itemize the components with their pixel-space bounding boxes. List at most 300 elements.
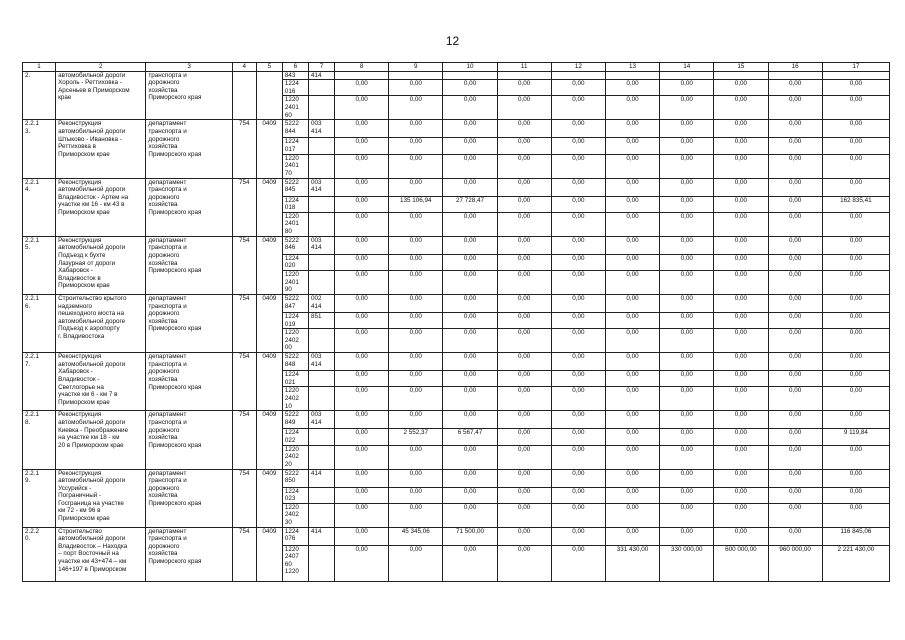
amount-cell: 0,00 — [605, 371, 659, 387]
column-header: 17 — [822, 63, 889, 72]
amount-cell: 0,00 — [389, 387, 443, 411]
amount-cell: 0,00 — [605, 120, 659, 138]
amount-cell: 0,00 — [660, 196, 714, 212]
amount-cell: 0,00 — [443, 270, 497, 294]
amount-cell: 0,00 — [822, 212, 889, 236]
amount-cell: 0,00 — [551, 270, 605, 294]
amount-cell: 0,00 — [497, 469, 551, 487]
target-article-code: 5222 847 — [282, 294, 308, 312]
column-header: 12 — [551, 63, 605, 72]
amount-cell: 0,00 — [335, 236, 389, 254]
amount-cell: 0,00 — [443, 236, 497, 254]
amount-cell: 0,00 — [389, 212, 443, 236]
amount-cell — [605, 71, 659, 80]
amount-cell: 0,00 — [822, 154, 889, 178]
expense-type-code — [308, 503, 334, 527]
amount-cell: 0,00 — [822, 294, 889, 312]
amount-cell: 0,00 — [443, 411, 497, 429]
grbs-code: 754 — [232, 178, 256, 236]
section-code: 0409 — [256, 527, 282, 581]
amount-cell: 0,00 — [335, 445, 389, 469]
target-article-code: 5222 848 — [282, 353, 308, 371]
expense-type-code: 414 — [308, 527, 334, 545]
amount-cell: 0,00 — [389, 329, 443, 353]
amount-cell: 0,00 — [497, 329, 551, 353]
amount-cell: 0,00 — [497, 80, 551, 96]
table-row — [23, 411, 890, 429]
amount-cell: 6 567,47 — [443, 429, 497, 445]
amount-cell: 0,00 — [714, 445, 768, 469]
expense-type-code — [308, 270, 334, 294]
amount-cell: 0,00 — [605, 178, 659, 196]
amount-cell: 0,00 — [389, 236, 443, 254]
amount-cell: 0,00 — [389, 120, 443, 138]
amount-cell: 45 345,06 — [389, 527, 443, 545]
amount-cell: 0,00 — [768, 236, 822, 254]
amount-cell: 0,00 — [551, 80, 605, 96]
responsible-department: департамент транспорта и дорожного хозяйства Приморского края — [146, 353, 232, 411]
expense-type-code: 003 414 — [308, 353, 334, 371]
amount-cell: 0,00 — [443, 254, 497, 270]
amount-cell: 0,00 — [335, 212, 389, 236]
amount-cell: 0,00 — [822, 270, 889, 294]
amount-cell: 0,00 — [389, 371, 443, 387]
table-row — [23, 294, 890, 312]
amount-cell — [497, 71, 551, 80]
amount-cell — [389, 71, 443, 80]
amount-cell: 0,00 — [389, 96, 443, 120]
amount-cell: 0,00 — [551, 294, 605, 312]
amount-cell: 0,00 — [335, 138, 389, 154]
item-name: Реконструкция автомобильной дороги Киевка - Преображение на участке км 18 - км 20 в Приморском крае — [56, 411, 146, 469]
amount-cell: 0,00 — [605, 254, 659, 270]
column-header: 16 — [768, 63, 822, 72]
amount-cell: 0,00 — [335, 329, 389, 353]
target-article-code: 1224 016 — [282, 80, 308, 96]
target-article-code: 1220 2402 10 — [282, 387, 308, 411]
amount-cell: 0,00 — [714, 96, 768, 120]
amount-cell: 0,00 — [768, 503, 822, 527]
amount-cell: 0,00 — [768, 387, 822, 411]
amount-cell: 0,00 — [497, 527, 551, 545]
item-name: Реконструкция автомобильной дороги Владивосток - Артем на участке км 16 - км 43 в Приморском крае — [56, 178, 146, 236]
amount-cell: 0,00 — [822, 411, 889, 429]
amount-cell — [822, 71, 889, 80]
column-header: 8 — [335, 63, 389, 72]
item-name: Реконструкция автомобильной дороги Хабаровск - Владивосток - Светлогорье на участке км 6 - км 7 в Приморском крае — [56, 353, 146, 411]
amount-cell: 0,00 — [497, 254, 551, 270]
amount-cell: 0,00 — [389, 353, 443, 371]
amount-cell: 0,00 — [497, 154, 551, 178]
section-code: 0409 — [256, 294, 282, 352]
expense-type-code: 002 414 — [308, 294, 334, 312]
item-name: Реконструкция автомобильной дороги Уссурийск - Пограничный - Госграница на участке км 72 - км 96 в Приморском крае — [56, 469, 146, 527]
responsible-department: департамент транспорта и дорожного хозяйства Приморского края — [146, 294, 232, 352]
amount-cell: 0,00 — [714, 80, 768, 96]
amount-cell: 0,00 — [605, 294, 659, 312]
amount-cell: 0,00 — [822, 120, 889, 138]
amount-cell: 0,00 — [497, 371, 551, 387]
amount-cell: 0,00 — [443, 371, 497, 387]
amount-cell: 0,00 — [551, 429, 605, 445]
amount-cell: 0,00 — [605, 312, 659, 328]
amount-cell: 331 430,00 — [605, 545, 659, 581]
amount-cell: 0,00 — [768, 120, 822, 138]
expense-type-code: 414 — [308, 469, 334, 487]
amount-cell: 0,00 — [551, 353, 605, 371]
amount-cell: 0,00 — [335, 469, 389, 487]
amount-cell: 0,00 — [335, 429, 389, 445]
amount-cell: 0,00 — [714, 429, 768, 445]
amount-cell: 0,00 — [443, 178, 497, 196]
column-header: 9 — [389, 63, 443, 72]
item-number: 2.2.1 6. — [23, 294, 56, 352]
amount-cell: 9 119,84 — [822, 429, 889, 445]
target-article-code: 1224 023 — [282, 487, 308, 503]
amount-cell: 0,00 — [497, 294, 551, 312]
amount-cell: 0,00 — [768, 212, 822, 236]
table-row — [23, 178, 890, 196]
amount-cell: 0,00 — [768, 411, 822, 429]
amount-cell: 0,00 — [768, 294, 822, 312]
amount-cell: 71 500,00 — [443, 527, 497, 545]
amount-cell — [714, 71, 768, 80]
item-number: 2.2.1 3. — [23, 120, 56, 178]
amount-cell: 0,00 — [660, 371, 714, 387]
section-code: 0409 — [256, 469, 282, 527]
column-header: 15 — [714, 63, 768, 72]
amount-cell: 0,00 — [660, 120, 714, 138]
item-number: 2.2.1 5. — [23, 236, 56, 294]
amount-cell: 0,00 — [443, 96, 497, 120]
amount-cell: 0,00 — [714, 329, 768, 353]
amount-cell: 2 221 430,00 — [822, 545, 889, 581]
column-header: 10 — [443, 63, 497, 72]
amount-cell: 0,00 — [768, 178, 822, 196]
table-row — [23, 527, 890, 545]
amount-cell: 0,00 — [389, 80, 443, 96]
amount-cell: 0,00 — [389, 178, 443, 196]
amount-cell: 0,00 — [660, 429, 714, 445]
amount-cell: 0,00 — [822, 329, 889, 353]
grbs-code: 754 — [232, 527, 256, 581]
amount-cell: 0,00 — [822, 503, 889, 527]
expense-type-code — [308, 138, 334, 154]
amount-cell: 0,00 — [497, 411, 551, 429]
amount-cell: 0,00 — [822, 353, 889, 371]
expense-type-code — [308, 429, 334, 445]
amount-cell: 0,00 — [605, 154, 659, 178]
amount-cell: 0,00 — [822, 371, 889, 387]
section-code: 0409 — [256, 236, 282, 294]
amount-cell: 0,00 — [443, 487, 497, 503]
grbs-code: 754 — [232, 120, 256, 178]
column-header: 6 — [282, 63, 308, 72]
amount-cell: 0,00 — [389, 411, 443, 429]
amount-cell: 0,00 — [714, 387, 768, 411]
column-header: 5 — [256, 63, 282, 72]
expense-type-code: 851 — [308, 312, 334, 328]
amount-cell: 0,00 — [497, 503, 551, 527]
amount-cell — [443, 71, 497, 80]
item-name: Строительство автомобильной дороги Владивосток – Находка – порт Восточный на участке км 43+474 – км 146+197 в Приморском — [56, 527, 146, 581]
amount-cell: 0,00 — [335, 178, 389, 196]
target-article-code: 5222 845 — [282, 178, 308, 196]
responsible-department: департамент транспорта и дорожного хозяйства Приморского края — [146, 469, 232, 527]
amount-cell: 0,00 — [443, 312, 497, 328]
amount-cell: 0,00 — [497, 353, 551, 371]
amount-cell: 0,00 — [605, 527, 659, 545]
amount-cell: 0,00 — [551, 236, 605, 254]
amount-cell: 0,00 — [443, 294, 497, 312]
amount-cell — [551, 71, 605, 80]
amount-cell: 0,00 — [605, 236, 659, 254]
target-article-code: 843 — [282, 71, 308, 80]
expense-type-code — [308, 387, 334, 411]
amount-cell: 0,00 — [714, 120, 768, 138]
amount-cell: 0,00 — [551, 487, 605, 503]
amount-cell: 330 000,00 — [660, 545, 714, 581]
expense-type-code — [308, 80, 334, 96]
amount-cell: 0,00 — [443, 545, 497, 581]
amount-cell: 0,00 — [335, 411, 389, 429]
amount-cell: 2 552,37 — [389, 429, 443, 445]
amount-cell: 0,00 — [335, 294, 389, 312]
amount-cell — [768, 71, 822, 80]
amount-cell: 0,00 — [551, 96, 605, 120]
amount-cell: 135 106,94 — [389, 196, 443, 212]
grbs-code: 754 — [232, 294, 256, 352]
amount-cell: 0,00 — [768, 312, 822, 328]
amount-cell: 0,00 — [335, 387, 389, 411]
amount-cell: 0,00 — [551, 154, 605, 178]
amount-cell: 0,00 — [714, 294, 768, 312]
amount-cell: 0,00 — [335, 154, 389, 178]
amount-cell: 0,00 — [714, 487, 768, 503]
table-row — [23, 353, 890, 371]
amount-cell: 0,00 — [605, 270, 659, 294]
target-article-code: 1224 021 — [282, 371, 308, 387]
amount-cell: 0,00 — [822, 445, 889, 469]
amount-cell: 0,00 — [335, 270, 389, 294]
amount-cell: 0,00 — [660, 236, 714, 254]
amount-cell: 0,00 — [497, 196, 551, 212]
target-article-code: 1224 020 — [282, 254, 308, 270]
amount-cell: 0,00 — [660, 294, 714, 312]
expense-type-code: 003 414 — [308, 236, 334, 254]
amount-cell: 0,00 — [497, 120, 551, 138]
amount-cell: 0,00 — [497, 138, 551, 154]
budget-table — [22, 62, 890, 582]
amount-cell: 0,00 — [822, 487, 889, 503]
amount-cell: 0,00 — [497, 545, 551, 581]
amount-cell: 0,00 — [714, 312, 768, 328]
column-header: 1 — [23, 63, 56, 72]
amount-cell: 0,00 — [768, 196, 822, 212]
amount-cell: 162 835,41 — [822, 196, 889, 212]
amount-cell: 0,00 — [497, 312, 551, 328]
target-article-code: 1220 2401 80 — [282, 212, 308, 236]
amount-cell: 0,00 — [768, 469, 822, 487]
amount-cell: 0,00 — [389, 294, 443, 312]
amount-cell: 0,00 — [768, 353, 822, 371]
amount-cell: 0,00 — [714, 503, 768, 527]
amount-cell: 0,00 — [389, 503, 443, 527]
amount-cell: 0,00 — [822, 96, 889, 120]
expense-type-code — [308, 545, 334, 581]
grbs-code: 754 — [232, 236, 256, 294]
amount-cell: 0,00 — [443, 329, 497, 353]
target-article-code: 1220 2401 90 — [282, 270, 308, 294]
amount-cell: 0,00 — [335, 96, 389, 120]
amount-cell: 0,00 — [822, 80, 889, 96]
column-header: 2 — [56, 63, 146, 72]
expense-type-code: 414 — [308, 71, 334, 80]
target-article-code: 1220 2401 70 — [282, 154, 308, 178]
amount-cell — [660, 71, 714, 80]
amount-cell: 0,00 — [443, 120, 497, 138]
item-number: 2. — [23, 71, 56, 120]
expense-type-code — [308, 445, 334, 469]
amount-cell: 0,00 — [497, 445, 551, 469]
amount-cell: 0,00 — [714, 236, 768, 254]
table-row — [23, 71, 890, 80]
target-article-code: 1224 076 — [282, 527, 308, 545]
amount-cell: 0,00 — [605, 487, 659, 503]
grbs-code: 754 — [232, 353, 256, 411]
amount-cell: 0,00 — [389, 445, 443, 469]
amount-cell: 0,00 — [335, 196, 389, 212]
amount-cell: 0,00 — [335, 371, 389, 387]
item-name: автомобильной дороги Хороль - Реттиховка - Арсеньев в Приморском крае — [56, 71, 146, 120]
amount-cell: 0,00 — [605, 445, 659, 469]
amount-cell: 0,00 — [822, 387, 889, 411]
amount-cell: 0,00 — [335, 312, 389, 328]
amount-cell: 0,00 — [389, 254, 443, 270]
amount-cell: 0,00 — [714, 371, 768, 387]
amount-cell: 0,00 — [605, 196, 659, 212]
amount-cell: 0,00 — [714, 138, 768, 154]
amount-cell: 0,00 — [497, 212, 551, 236]
table-row — [23, 120, 890, 138]
amount-cell: 0,00 — [443, 138, 497, 154]
amount-cell: 0,00 — [551, 138, 605, 154]
amount-cell: 0,00 — [497, 387, 551, 411]
target-article-code: 1220 2402 20 — [282, 445, 308, 469]
amount-cell: 0,00 — [497, 429, 551, 445]
page-number: 12 — [445, 34, 460, 48]
amount-cell: 960 000,00 — [768, 545, 822, 581]
amount-cell: 0,00 — [605, 96, 659, 120]
amount-cell: 0,00 — [551, 371, 605, 387]
amount-cell: 116 845,06 — [822, 527, 889, 545]
amount-cell: 0,00 — [443, 503, 497, 527]
target-article-code: 1224 019 — [282, 312, 308, 328]
amount-cell: 0,00 — [605, 469, 659, 487]
item-name: Реконструкция автомобильной дороги Штыково - Ивановка - Реттиховка в Приморском крае — [56, 120, 146, 178]
section-code: 0409 — [256, 411, 282, 469]
target-article-code: 1220 2402 00 — [282, 329, 308, 353]
item-number: 2.2.1 4. — [23, 178, 56, 236]
amount-cell: 0,00 — [551, 545, 605, 581]
amount-cell: 0,00 — [714, 411, 768, 429]
column-header: 4 — [232, 63, 256, 72]
amount-cell: 0,00 — [714, 196, 768, 212]
expense-type-code: 003 414 — [308, 178, 334, 196]
section-code: 0409 — [256, 120, 282, 178]
amount-cell: 0,00 — [497, 236, 551, 254]
amount-cell: 0,00 — [389, 312, 443, 328]
amount-cell: 0,00 — [335, 254, 389, 270]
target-article-code: 1220 2402 30 — [282, 503, 308, 527]
amount-cell: 0,00 — [714, 254, 768, 270]
amount-cell: 0,00 — [768, 329, 822, 353]
responsible-department: департамент транспорта и дорожного хозяйства Приморского края — [146, 527, 232, 581]
amount-cell: 0,00 — [660, 154, 714, 178]
amount-cell: 0,00 — [822, 312, 889, 328]
amount-cell: 0,00 — [551, 469, 605, 487]
amount-cell: 0,00 — [822, 138, 889, 154]
amount-cell: 0,00 — [714, 154, 768, 178]
amount-cell: 0,00 — [768, 527, 822, 545]
amount-cell: 0,00 — [660, 387, 714, 411]
amount-cell: 0,00 — [551, 387, 605, 411]
column-header: 14 — [660, 63, 714, 72]
amount-cell: 0,00 — [605, 411, 659, 429]
target-article-code: 5222 844 — [282, 120, 308, 138]
section-code — [256, 71, 282, 120]
amount-cell: 0,00 — [605, 503, 659, 527]
amount-cell: 0,00 — [714, 178, 768, 196]
amount-cell: 0,00 — [660, 178, 714, 196]
column-header: 7 — [308, 63, 334, 72]
amount-cell: 0,00 — [660, 469, 714, 487]
amount-cell: 0,00 — [605, 387, 659, 411]
amount-cell: 0,00 — [660, 312, 714, 328]
amount-cell: 0,00 — [660, 270, 714, 294]
column-header: 3 — [146, 63, 232, 72]
amount-cell: 0,00 — [660, 353, 714, 371]
amount-cell: 0,00 — [822, 236, 889, 254]
amount-cell: 0,00 — [768, 254, 822, 270]
amount-cell: 0,00 — [660, 96, 714, 120]
amount-cell: 0,00 — [551, 178, 605, 196]
amount-cell: 0,00 — [335, 80, 389, 96]
amount-cell: 0,00 — [605, 329, 659, 353]
amount-cell: 0,00 — [605, 353, 659, 371]
amount-cell: 0,00 — [335, 503, 389, 527]
grbs-code: 754 — [232, 411, 256, 469]
amount-cell: 0,00 — [335, 545, 389, 581]
item-number: 2.2.1 8. — [23, 411, 56, 469]
target-article-code: 1220 2407 60 1220 — [282, 545, 308, 581]
expense-type-code — [308, 96, 334, 120]
amount-cell: 0,00 — [443, 387, 497, 411]
amount-cell: 0,00 — [660, 503, 714, 527]
item-name: Реконструкция автомобильной дороги Подъезд к бухте Лазурная от дороги Хабаровск - Владивосток в Приморском крае — [56, 236, 146, 294]
amount-cell: 0,00 — [551, 312, 605, 328]
expense-type-code — [308, 254, 334, 270]
item-number: 2.2.1 7. — [23, 353, 56, 411]
amount-cell: 0,00 — [714, 270, 768, 294]
amount-cell: 0,00 — [660, 254, 714, 270]
amount-cell: 0,00 — [443, 469, 497, 487]
amount-cell: 0,00 — [822, 254, 889, 270]
amount-cell: 0,00 — [389, 545, 443, 581]
amount-cell: 0,00 — [497, 96, 551, 120]
target-article-code: 5222 846 — [282, 236, 308, 254]
amount-cell: 0,00 — [443, 212, 497, 236]
